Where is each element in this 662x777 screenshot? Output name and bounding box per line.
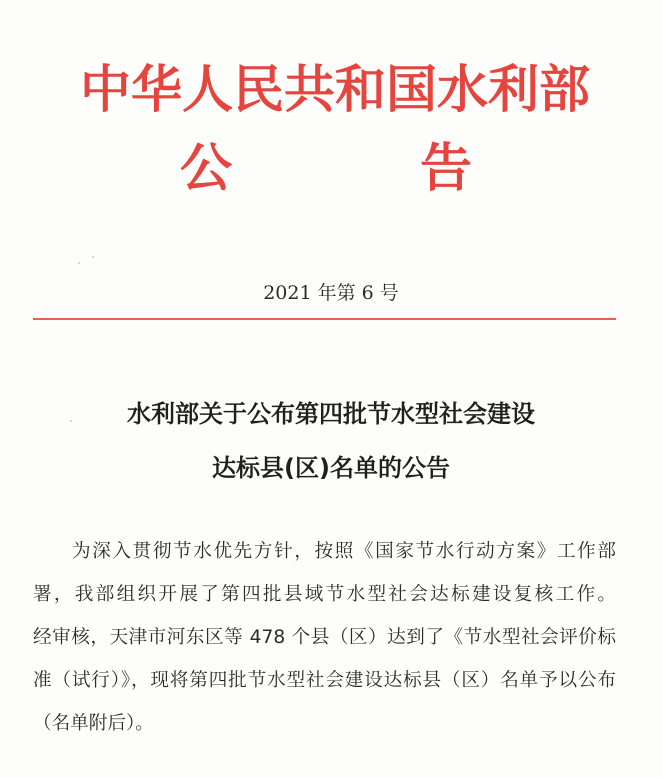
masthead-divider (33, 318, 616, 320)
body-paragraph-line: 为深入贯彻节水优先方针，按照《国家节水行动方案》工作部 (72, 541, 616, 562)
body-paragraph-line: （名单附后）。 (33, 713, 154, 734)
headline-line-2: 达标县(区)名单的公告 (212, 454, 450, 482)
masthead-doc-type-right: 告 (420, 139, 473, 199)
body-paragraph-line: 署，我部组织开展了第四批县域节水型社会达标建设复核工作。 (33, 584, 616, 605)
headline-line-1: 水利部关于公布第四批节水型社会建设 (127, 400, 535, 428)
body-paragraph-line: 准（试行）》，现将第四批节水型社会建设达标县（区）名单予以公布 (33, 670, 616, 691)
masthead-doc-type-left: 公 (180, 139, 233, 199)
body-paragraph-line: 经审核，天津市河东区等 478 个县（区）达到了《节水型社会评价标 (33, 627, 616, 648)
scan-speck (78, 262, 80, 264)
scan-speck (92, 256, 94, 258)
masthead-org-name: 中华人民共和国水利部 (80, 61, 591, 120)
document-number: 2021 年第 6 号 (263, 282, 399, 304)
